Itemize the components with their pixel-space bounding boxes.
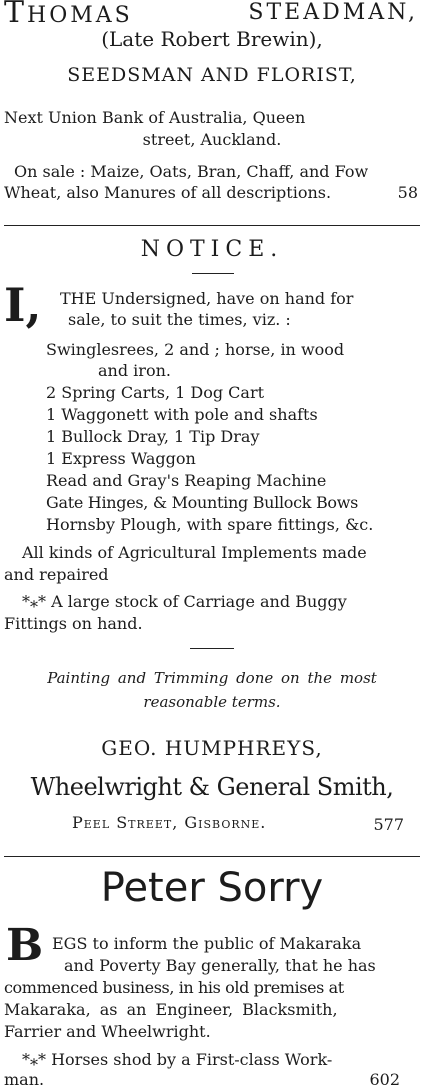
steadman-title-initial: T xyxy=(4,0,28,30)
notice-intro-line1: THE Undersigned, have on hand for xyxy=(60,289,354,308)
humphreys-ad-number: 577 xyxy=(373,815,404,834)
sorry-line4: Makaraka, as an Engineer, Blacksmith, xyxy=(4,1000,338,1019)
notice-item: 1 Waggonett with pole and shafts xyxy=(46,405,318,424)
steadman-address-line2: street, Auckland. xyxy=(142,130,282,149)
notice-item: 1 Express Waggon xyxy=(46,449,196,468)
column-divider-2 xyxy=(4,856,420,857)
steadman-subtitle: (Late Robert Brewin), xyxy=(101,27,323,51)
steadman-trade: SEEDSMAN AND FLORIST, xyxy=(67,64,357,86)
painting-line1: Painting and Trimming done on the most xyxy=(47,669,377,687)
column-divider-1 xyxy=(4,225,420,226)
address-text: Next Union Bank of Australia, Queen xyxy=(4,108,306,127)
sorry-horses-line1: *⁎* Horses shod by a First-class Work- xyxy=(22,1050,333,1069)
steadman-ad-number: 58 xyxy=(397,183,418,202)
sorry-line1: EGS to inform the public of Makaraka xyxy=(52,934,362,953)
notice-item: Hornsby Plough, with spare fittings, &c. xyxy=(46,515,374,534)
stock-line1: *⁎* A large stock of Carriage and Buggy xyxy=(22,592,347,611)
implements-line2: and repaired xyxy=(4,565,109,584)
painting-line2: reasonable terms. xyxy=(143,693,281,711)
sorry-horses-line2: man. xyxy=(4,1070,45,1089)
business-street: Peel Street, Gisborne. xyxy=(72,813,267,832)
sorry-line5: Farrier and Wheelwright. xyxy=(4,1022,211,1041)
sorry-ad-number: 602 xyxy=(369,1070,400,1089)
painting-rule xyxy=(190,648,234,649)
implements-line1: All kinds of Agricultural Implements made xyxy=(22,543,367,562)
steadman-title-first xyxy=(4,0,133,29)
notice-heading: NOTICE. xyxy=(140,237,284,262)
steadman-address-line1 xyxy=(4,108,418,128)
notice-item: 2 Spring Carts, 1 Dog Cart xyxy=(46,383,265,402)
sorry-line3: commenced business, in his old premises at xyxy=(4,978,344,997)
notice-drop-initial: I, xyxy=(4,278,42,332)
notice-item: Swinglesrees, 2 and ; horse, in wood xyxy=(46,340,345,359)
proprietor-name: GEO. HUMPHREYS, xyxy=(101,736,323,760)
steadman-onsale-line2: Wheat, also Manures of all descriptions. xyxy=(4,183,332,202)
sorry-drop-initial: B xyxy=(6,920,44,971)
notice-item: 1 Bullock Dray, 1 Tip Dray xyxy=(46,427,260,446)
steadman-onsale-line1: On sale : Maize, Oats, Bran, Chaff, and Fow xyxy=(14,162,369,181)
notice-heading-rule xyxy=(192,273,234,274)
steadman-title xyxy=(4,0,418,29)
business-title: Wheelwright & General Smith, xyxy=(30,773,394,801)
notice-item: Read and Gray's Reaping Machine xyxy=(46,471,327,490)
notice-item: Gate Hinges, & Mounting Bullock Bows xyxy=(46,493,359,512)
stock-line2: Fittings on hand. xyxy=(4,614,143,633)
steadman-title-word1: HOMAS xyxy=(27,3,133,28)
sorry-line2: and Poverty Bay generally, that he has xyxy=(64,956,376,975)
steadman-title-word2: STEADMAN, xyxy=(248,0,418,25)
sorry-name-heading: Peter Sorry xyxy=(100,865,324,911)
notice-intro-line2: sale, to suit the times, viz. : xyxy=(68,310,291,329)
notice-item: and iron. xyxy=(98,361,171,380)
